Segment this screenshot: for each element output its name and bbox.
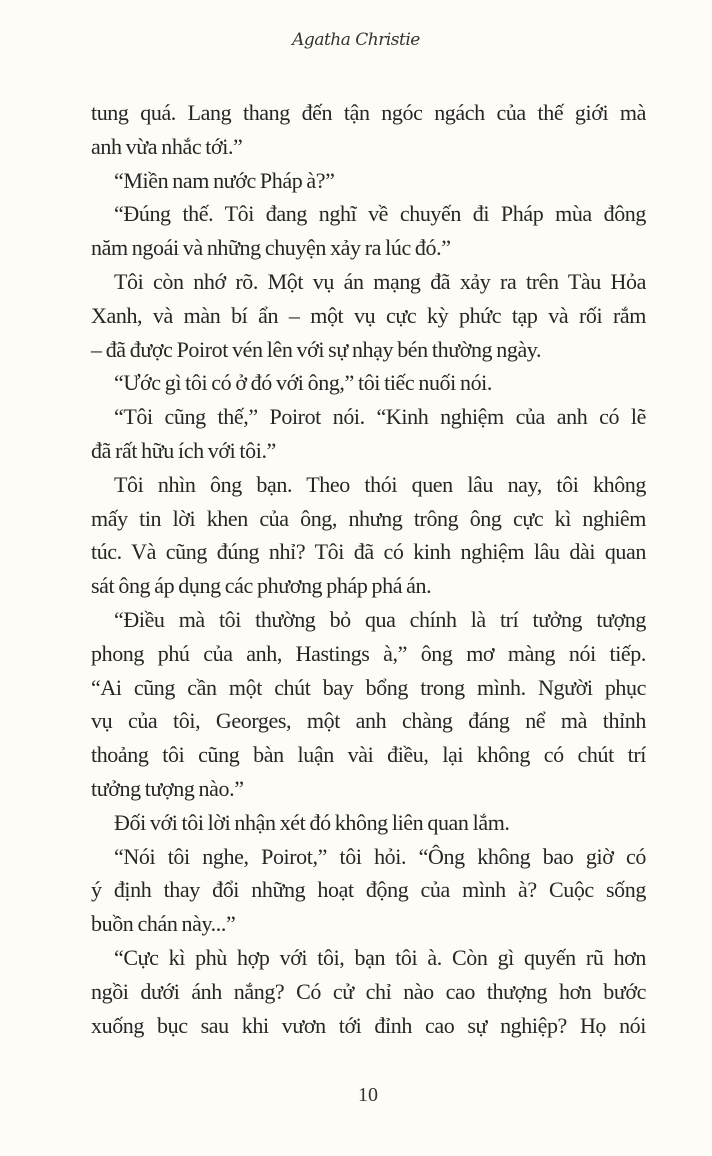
text-line: “Cực kì phù hợp với tôi, bạn tôi à. Còn gì quyến rũ hơn	[114, 944, 646, 970]
text-line: Xanh, và màn bí ẩn – một vụ cực kỳ phức tạp và rối rắm	[91, 302, 646, 328]
text-line: anh vừa nhắc tới.”	[91, 133, 243, 159]
text-line: xuống bục sau khi vươn tới đỉnh cao sự nghiệp? Họ nói	[91, 1012, 646, 1038]
text-line: “Đúng thế. Tôi đang nghĩ về chuyến đi Pháp mùa đông	[114, 201, 646, 227]
text-line: “Tôi cũng thế,” Poirot nói. “Kinh nghiệm của anh có lẽ	[114, 404, 646, 430]
text-line: ngồi dưới ánh nắng? Có cử chỉ nào cao thượng hơn bước	[91, 978, 646, 1004]
text-line: buồn chán này...”	[91, 911, 236, 937]
text-line: tung quá. Lang thang đến tận ngóc ngách của thế giới mà	[91, 100, 646, 125]
text-line: vụ của tôi, Georges, một anh chàng đáng nể mà thỉnh	[91, 708, 646, 734]
text-line: thoảng tôi cũng bàn luận vài điều, lại không có chút trí	[91, 742, 646, 768]
text-line: “Ai cũng cần một chút bay bổng trong mình. Người phục	[91, 674, 646, 700]
paragraph	[91, 96, 646, 164]
page-number: 10	[358, 1084, 378, 1106]
text-line: Đối với tôi lời nhận xét đó không liên quan lắm.	[114, 809, 510, 835]
running-header-author-signature: Agatha Christie	[292, 30, 420, 50]
text-line: mấy tin lời khen của ông, nhưng trông ông cực kì nghiêm	[91, 505, 646, 531]
paragraph	[91, 197, 646, 265]
text-line: Tôi còn nhớ rõ. Một vụ án mạng đã xảy ra trên Tàu Hỏa	[114, 268, 646, 294]
paragraph	[91, 806, 646, 840]
text-line: “Nói tôi nghe, Poirot,” tôi hỏi. “Ông không bao giờ có	[114, 843, 646, 869]
paragraph	[91, 941, 646, 1042]
paragraph	[91, 603, 646, 806]
paragraph	[91, 400, 646, 468]
text-line: sát ông áp dụng các phương pháp phá án.	[91, 573, 432, 599]
text-line: phong phú của anh, Hastings à,” ông mơ màng nói tiếp.	[91, 640, 646, 666]
paragraph	[91, 468, 646, 603]
text-line: đã rất hữu ích với tôi.”	[91, 437, 276, 463]
text-line: tưởng tượng nào.”	[91, 775, 244, 801]
paragraph	[91, 265, 646, 366]
paragraph	[91, 840, 646, 941]
text-line: túc. Và cũng đúng nhỉ? Tôi đã có kinh nghiệm lâu dài quan	[91, 539, 646, 565]
book-body-text	[91, 96, 646, 1042]
text-line: Tôi nhìn ông bạn. Theo thói quen lâu nay, tôi không	[114, 471, 646, 497]
text-line: – đã được Poirot vén lên với sự nhạy bén thường ngày.	[91, 336, 542, 362]
text-line: “Điều mà tôi thường bỏ qua chính là trí tưởng tượng	[114, 606, 646, 632]
text-line: năm ngoái và những chuyện xảy ra lúc đó.”	[91, 235, 451, 261]
paragraph	[91, 164, 646, 198]
text-line: “Ước gì tôi có ở đó với ông,” tôi tiếc nuối nói.	[114, 370, 492, 396]
paragraph	[91, 366, 646, 400]
text-line: “Miền nam nước Pháp à?”	[114, 167, 335, 193]
text-line: ý định thay đổi những hoạt động của mình à? Cuộc sống	[91, 877, 646, 903]
